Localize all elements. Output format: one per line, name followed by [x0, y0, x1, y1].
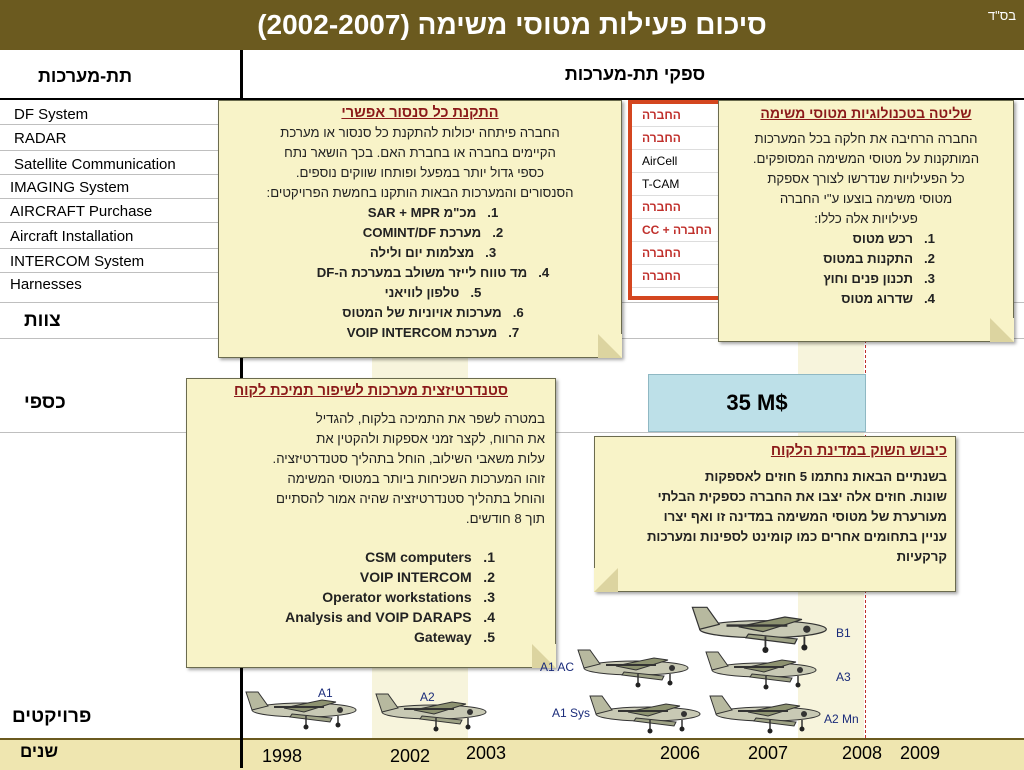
note-text-line: פעילויות אלה כללו:: [814, 211, 918, 226]
note-text-line: והוחל בתהליך סטנדרטיזציה שהיה אמור להסתיים: [275, 491, 545, 506]
category-years: שנים: [20, 742, 59, 761]
note-list-item: מערכת VOIP INTERCOM: [346, 325, 498, 340]
aircraft-a1sys-icon: [588, 690, 708, 736]
note-folded-corner: [990, 318, 1014, 342]
note-sensor-integration: [218, 100, 622, 358]
note-list: [727, 229, 1005, 309]
note-list-item: CSM computers: [365, 549, 472, 565]
note-list: [229, 203, 611, 343]
aircraft-label: A1 Sys: [552, 706, 591, 720]
note-list-item: התקנות במטוס: [823, 251, 913, 266]
note-list-item: רכש מטוס: [852, 231, 913, 246]
supplier-item: החברה: [632, 265, 720, 288]
note-text-line: את הרווח, לקצר זמני אספקות ולהקטין את: [316, 431, 545, 446]
note-title: שליטה בטכנולוגיות מטוסי משימה: [760, 105, 972, 121]
subsystem-label: Harnesses: [10, 276, 82, 293]
note-list-item: מצלמות יום ולילה: [369, 245, 475, 260]
aircraft-label: A1: [318, 686, 333, 700]
subsystem-label: Satellite Communication: [14, 156, 176, 173]
note-list-item: Analysis and VOIP DARAPS: [285, 609, 472, 625]
subsystem-label: RADAR: [14, 130, 67, 147]
note-text-line: עניין בתחומים אחרים כמו קומינט לספינות ומערכות: [646, 529, 947, 544]
year-label: 2007: [748, 743, 789, 763]
note-text-line: במטרה לשפר את התמיכה בלקוח, להגדיל: [315, 411, 545, 426]
suppliers-list: [628, 100, 724, 300]
aircraft-a3-icon: [704, 646, 824, 692]
year-label: 2002: [390, 746, 431, 766]
header-corner-mark: בס"ד: [987, 8, 1016, 23]
page-title: סיכום פעילות מטוסי משימה (2002-2007): [257, 9, 767, 40]
supplier-item: T-CAM: [632, 173, 720, 196]
note-list-item: טלפון לוויאני: [384, 285, 460, 300]
supplier-item: החברה: [632, 242, 720, 265]
aircraft-label: A2 Mn: [824, 712, 859, 726]
supplier-item: החברה: [632, 196, 720, 219]
note-list-item: VOIP INTERCOM: [359, 569, 472, 585]
aircraft-a1-icon: [244, 686, 364, 732]
year-label: 2009: [900, 743, 941, 763]
note-mission-technology: [718, 100, 1014, 342]
subsystem-label: IMAGING System: [10, 179, 130, 196]
budget-value: 35 M$: [648, 374, 866, 432]
note-list: [197, 547, 545, 647]
note-list-item: מערכות אויוניות של המטוס: [342, 305, 502, 320]
category-projects: פרויקטים: [12, 706, 92, 727]
year-label: 2008: [842, 743, 883, 763]
note-text-line: עלות משאבי השילוב, הוחל בתהליך סטנדרטיזציה.: [272, 451, 545, 466]
supplier-item: החברה + CC: [632, 219, 720, 242]
subsystem-label: INTERCOM System: [10, 253, 145, 270]
category-budget: כספי: [24, 392, 66, 413]
note-folded-corner: [594, 568, 618, 592]
aircraft-label: A2: [420, 690, 435, 704]
note-text-line: הקיימים בחברה או בחברת האם. בכך הושאר נתח: [284, 145, 556, 160]
note-text-line: מטוסי משימה בוצעו ע"י החברה: [779, 191, 953, 206]
note-text-line: קרקעיות: [896, 549, 947, 564]
subsystem-label: AIRCRAFT Purchase: [10, 203, 153, 220]
supplier-item: החברה: [632, 127, 720, 150]
note-text-line: כספי גדול יותר במפעל ופותחו שווקים נוספים.: [295, 165, 545, 180]
note-list-item: שדרוג מטוס: [841, 291, 913, 306]
grid-divider-vertical-years: [240, 738, 243, 768]
note-text-line: תוך 8 חודשים.: [465, 511, 545, 526]
note-list-item: תכנון פנים וחוץ: [823, 271, 913, 286]
note-text-line: זוהו המערכות השכיחות ביותר במטוסי המשימה: [287, 471, 545, 486]
subsystem-label: DF System: [14, 106, 89, 123]
subsystems-column-header: תת-מערכות: [38, 66, 132, 86]
category-team: צוות: [24, 310, 61, 331]
note-text-line: הסנסורים והמערכות הבאות הותקנו בחמשת הפרויקטים:: [266, 185, 574, 200]
supplier-item: החברה: [632, 104, 720, 127]
note-text-line: המותקנות על מטוסי המשימה המסופקים.: [752, 151, 980, 166]
note-list-item: Gateway: [414, 629, 472, 645]
aircraft-label: A1 AC: [540, 660, 575, 674]
note-list-item: מכ"מ SAR + MPR: [367, 205, 477, 220]
note-text-line: החברה פיתחה יכולות להתקנת כל סנסור או מערכת: [280, 125, 560, 140]
note-folded-corner: [598, 334, 622, 358]
note-text-line: החברה הרחיבה את חלקה בכל המערכות: [754, 131, 978, 146]
note-text-line: שונות. חוזים אלה יצבו את החברה כספקית הבלתי: [657, 489, 947, 504]
aircraft-a2mn-icon: [708, 690, 828, 736]
note-text-line: בשנתיים הבאות נחתמו 5 חוזים לאספקות: [704, 469, 947, 484]
note-standardization: [186, 378, 556, 668]
year-label: 2003: [466, 743, 507, 763]
note-title: התקנת כל סנסור אפשרי: [341, 105, 499, 121]
note-text-line: כל הפעילויות שנדרשו לצורך אספקת: [767, 171, 965, 186]
aircraft-label: B1: [836, 626, 851, 640]
aircraft-a1ac-icon: [576, 644, 696, 690]
note-market-capture: [594, 436, 956, 592]
note-title: כיבוש השוק במדינת הלקוח: [770, 443, 947, 459]
subsystem-label: Aircraft Installation: [10, 228, 134, 245]
note-title: סטנדרטיזצית מערכות לשיפור תמיכת לקוח: [233, 383, 508, 399]
note-text-line: מעורערת של מטוסי המשימה במדינה זו ואף יצרו: [663, 509, 947, 524]
year-label: 1998: [262, 746, 303, 766]
aircraft-label: A3: [836, 670, 851, 684]
note-list-item: מד טווח לייזר משולב במערכת ה-DF: [316, 265, 528, 280]
supplier-item: AirCell: [632, 150, 720, 173]
note-list-item: Operator workstations: [322, 589, 472, 605]
year-label: 2006: [660, 743, 701, 763]
note-list-item: מערכת COMINT/DF: [362, 225, 482, 240]
suppliers-column-header: ספקי תת-מערכות: [564, 64, 706, 84]
